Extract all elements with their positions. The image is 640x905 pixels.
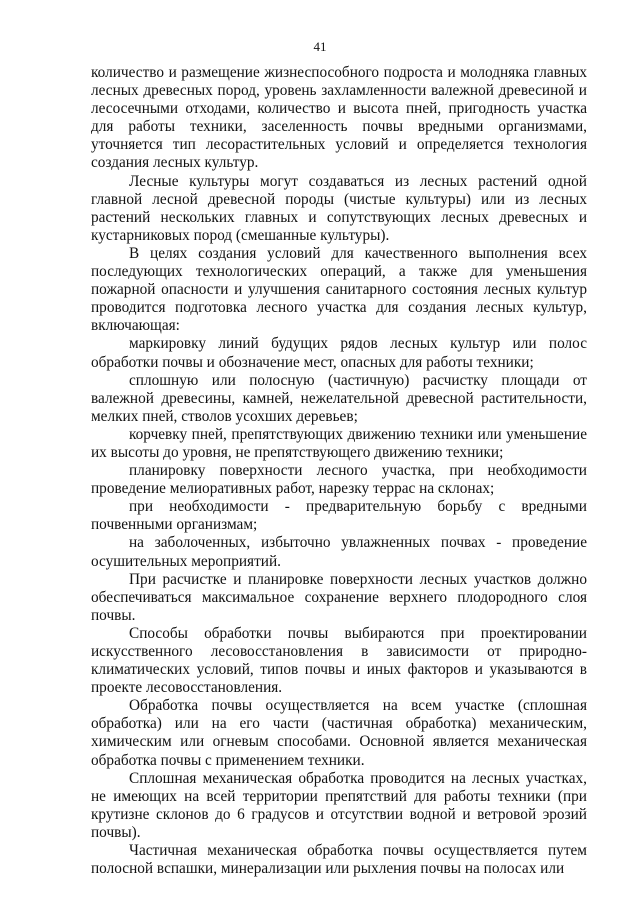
list-item-clearing: сплошную или полосную (частичную) расчистку площади от валежной древесины, камней, нежелательной древесной растительности, мелких пней, стволов усохших деревьев; [91,371,587,425]
paragraph-tillage-methods: Способы обработки почвы выбираются при проектировании искусственного лесовосстановления в зависимости от природно-климатических условий, типов почвы и иных факторов и указываются в проекте лесовосстановления. [91,624,587,697]
list-item-surface-leveling: планировку поверхности лесного участка, при необходимости проведение мелиоративных работ, нарезку террас на склонах; [91,462,587,498]
paragraph-tillage-types: Обработка почвы осуществляется на всем участке (сплошная обработка) или на его части (частичная обработка) механическим, химическим или огневым способами. Основной является механическая обработка почвы с применением техники. [91,697,587,769]
list-item-stump-removal: корчевку пней, препятствующих движению техники или уменьшение их высоты до уровня, не препятствующего движению техники; [91,425,587,461]
list-item-marking: маркировку линий будущих рядов лесных культур или полос обработки почвы и обозначение мест, опасных для работы техники; [91,335,587,371]
list-item-drainage: на заболоченных, избыточно увлажненных почвах - проведение осушительных мероприятий. [91,534,587,570]
paragraph-topsoil-preservation: При расчистке и планировке поверхности лесных участков должно обеспечиваться максимальное сохранение верхнего плодородного слоя почвы. [91,570,587,624]
paragraph-continuous-tillage: Сплошная механическая обработка проводится на лесных участках, не имеющих на всей территории препятствий для работы техники (при крутизне склонов до 6 градусов и отсутствии водной и ветровой эрозий почвы). [91,769,587,841]
paragraph-site-assessment: количество и размещение жизнеспособного подроста и молодняка главных лесных древесных пород, уровень захламленности валежной древесиной и лесосечными отходами, количество и высота пней, пригодность участка для работы техники, заселенность почвы вредными организмами, уточняется тип лесорастительных условий и определяется технология создания лесных культур. [91,64,587,172]
paragraph-site-preparation: В целях создания условий для качественного выполнения всех последующих технологических операций, а также для уменьшения пожарной опасности и улучшения санитарного состояния лесных культур проводится подготовка лесного участка для создания лесных культур, включающая: [91,244,587,335]
page-number: 41 [313,39,327,54]
list-item-pest-control: при необходимости - предварительную борьбу с вредными почвенными организмам; [91,498,587,534]
paragraph-partial-tillage: Частичная механическая обработка почвы осуществляется путем полосной вспашки, минерализации или рыхления почвы на полосах или [91,842,587,878]
paragraph-culture-types: Лесные культуры могут создаваться из лесных растений одной главной лесной древесной породы (чистые культуры) или из лесных растений нескольких главных и сопутствующих лесных древесных и кустарниковых пород (смешанные культуры). [91,172,587,244]
document-body [91,64,587,878]
